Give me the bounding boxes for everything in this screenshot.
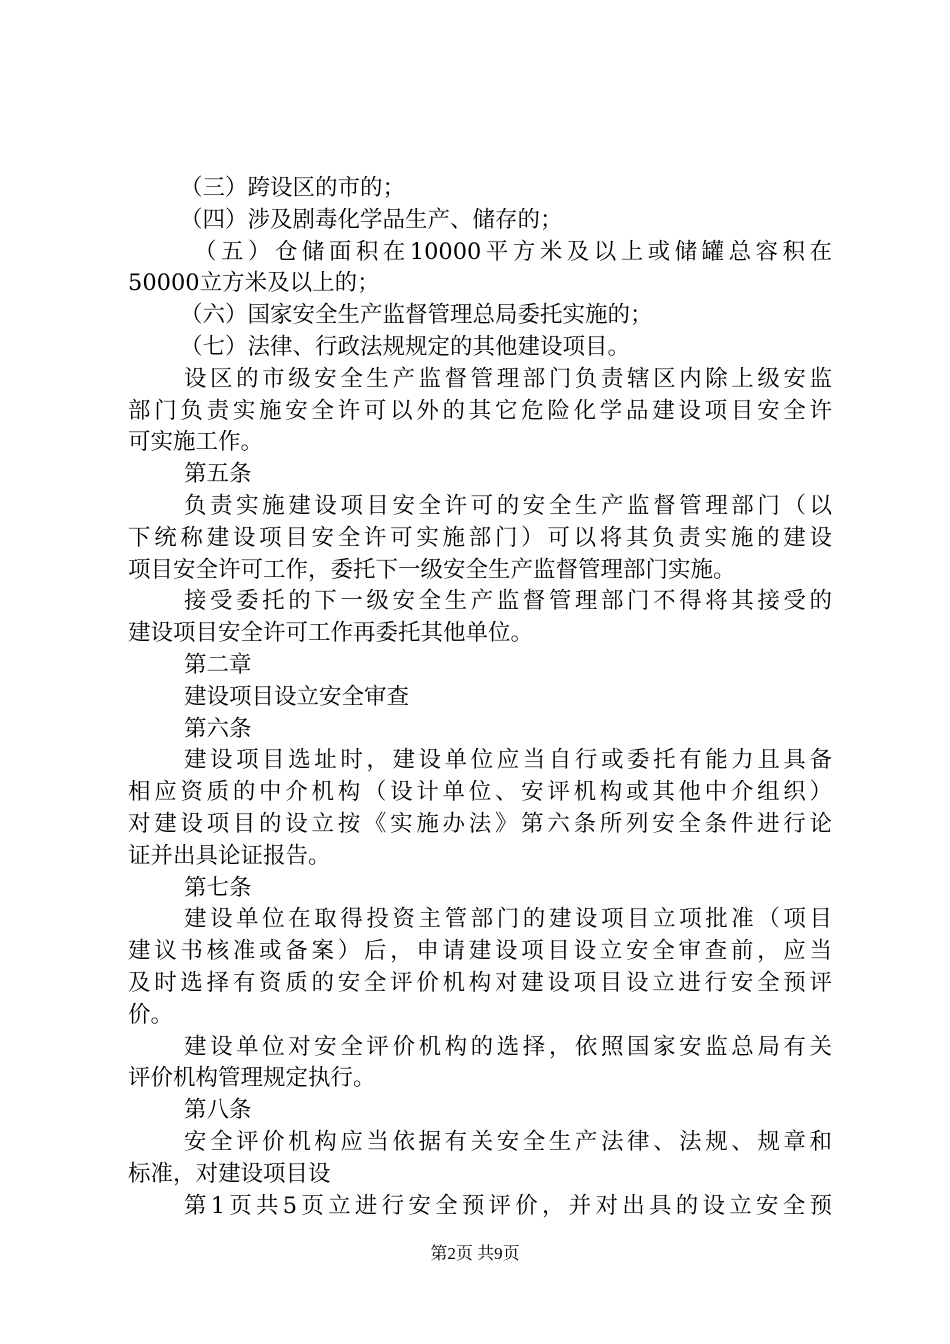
text-line: （三）跨设区的市的； — [180, 175, 406, 201]
text-line: 安全评价机构应当依据有关安全生产法律、法规、规章和 — [184, 1128, 832, 1155]
text-line: （七）法律、行政法规规定的其他建设项目。 — [180, 333, 631, 360]
text-line: 接受委托的下一级安全生产监督管理部门不得将其接受的 — [184, 588, 832, 615]
text-line: 评价机构管理规定执行。 — [128, 1065, 376, 1092]
page-number-footer: 第2页 共9页 — [430, 1244, 520, 1263]
article-heading: 第六条 — [184, 715, 252, 742]
text-line: 第1页共5页立进行安全预评价，并对出具的设立安全预 — [184, 1192, 832, 1219]
text-line: （六）国家安全生产监督管理总局委托实施的； — [180, 302, 653, 329]
text-line: 50000立方米及以上的； — [128, 270, 380, 297]
text-line: 相应资质的中介机构（设计单位、安评机构或其他中介组织） — [128, 779, 832, 806]
text-line: 负责实施建设项目安全许可的安全生产监督管理部门（以 — [184, 492, 832, 519]
text-line: 价。 — [128, 1001, 174, 1028]
article-heading: 第八条 — [184, 1097, 252, 1124]
chapter-title: 建设项目设立安全审查 — [184, 683, 410, 710]
text-line: 标准，对建设项目设 — [128, 1160, 331, 1187]
text-line: 建设项目安全许可工作再委托其他单位。 — [128, 620, 534, 647]
text-line: 建议书核准或备案）后，申请建设项目设立安全审查前，应当 — [128, 938, 832, 965]
article-heading: 第五条 — [184, 461, 252, 488]
text-line: 设区的市级安全生产监督管理部门负责辖区内除上级安监 — [184, 365, 832, 392]
text-line: 建设单位在取得投资主管部门的建设项目立项批准（项目 — [184, 906, 832, 933]
text-line: 下统称建设项目安全许可实施部门）可以将其负责实施的建设 — [128, 524, 832, 551]
document-body — [128, 173, 832, 1222]
text-line: 对建设项目的设立按《实施办法》第六条所列安全条件进行论 — [128, 810, 832, 837]
text-line: 建设项目选址时，建设单位应当自行或委托有能力且具备 — [184, 747, 832, 774]
text-line: 部门负责实施安全许可以外的其它危险化学品建设项目安全许 — [128, 397, 832, 424]
text-line: 建设单位对安全评价机构的选择，依照国家安监总局有关 — [184, 1033, 832, 1060]
text-line: 及时选择有资质的安全评价机构对建设项目设立进行安全预评 — [128, 969, 832, 996]
chapter-heading: 第二章 — [184, 651, 252, 678]
text-line: （四）涉及剧毒化学品生产、储存的； — [180, 206, 563, 233]
article-heading: 第七条 — [184, 874, 252, 901]
text-line: 可实施工作。 — [128, 429, 264, 456]
text-line: （五）仓储面积在10000平方米及以上或储罐总容积在 — [194, 238, 832, 265]
text-line: 项目安全许可工作，委托下一级安全生产监督管理部门实施。 — [128, 556, 736, 583]
text-line: 证并出具论证报告。 — [128, 842, 331, 869]
